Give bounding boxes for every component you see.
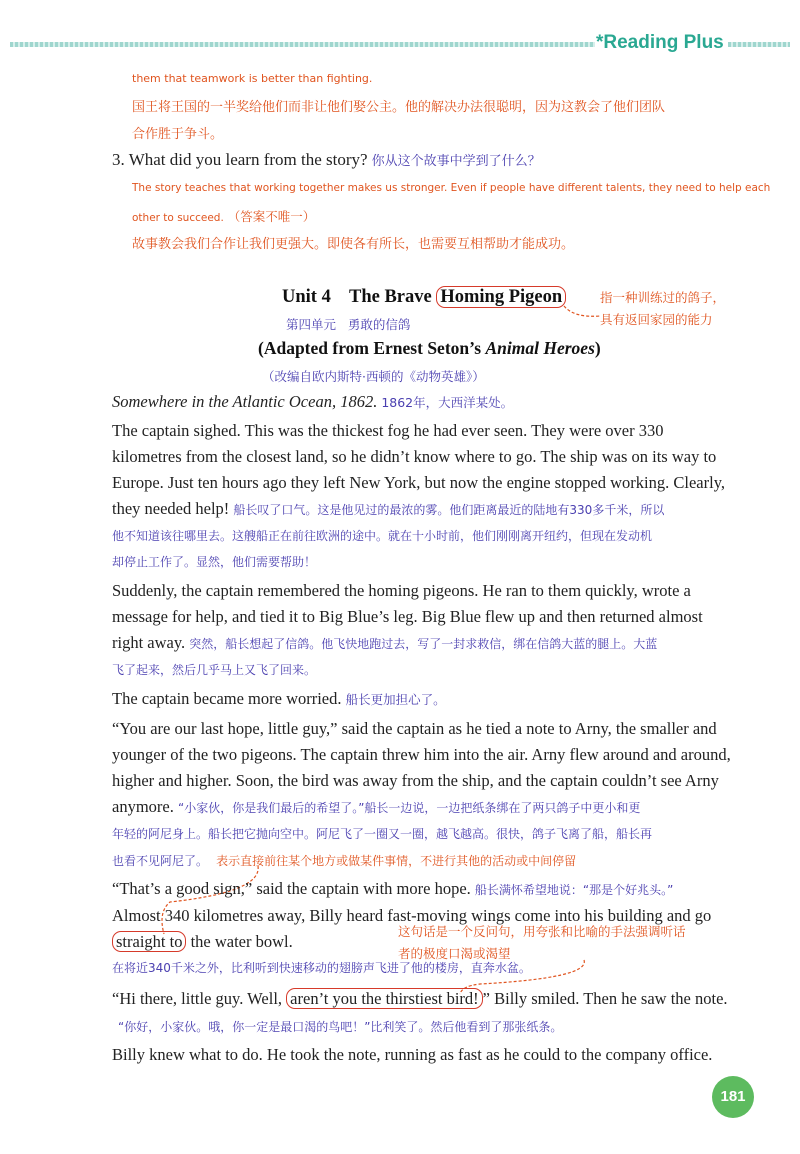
section-header: *Reading Plus	[596, 32, 724, 53]
p4-zh-2: 年轻的阿尼身上。船长把它抛向空中。阿尼飞了一圈又一圈，越飞越高。很快，鸽子飞离了船，船长再	[112, 827, 653, 841]
gloss-line-1: 指一种训练过的鸽子，	[600, 290, 726, 305]
p3-en: The captain became more worried.	[112, 689, 342, 708]
subtitle-zh: （改编自欧内斯特·西顿的《动物英雄》）	[262, 369, 485, 384]
p2-line-3	[112, 630, 732, 657]
paragraph-7	[112, 986, 732, 1040]
subtitle-text: (Adapted from Ernest Seton’s	[258, 338, 486, 358]
p1-line-4	[112, 496, 732, 523]
p5-en: “That’s a good sign,” said the captain with more hope.	[112, 879, 471, 898]
p7-head: “Hi there, little guy. Well,	[112, 989, 287, 1008]
unit-title-zh: 第四单元 勇敢的信鸽	[286, 317, 411, 332]
answer-zh-line-2: 合作胜于争斗。	[132, 127, 224, 142]
p1-line-1: The captain sighed. This was the thickest fog he had ever seen. They were over 330	[112, 421, 664, 440]
p1-line-3: Europe. Just ten hours ago they left New York, but now the engine stopped working. Clearly,	[112, 473, 725, 492]
unit-subtitle	[258, 338, 601, 359]
p7-circled: aren’t you the thirstiest bird!	[286, 988, 483, 1009]
p4-line-2: younger of the two pigeons. The captain threw him into the air. Arny flew around and around,	[112, 745, 731, 764]
unit-title	[282, 287, 566, 308]
answer-3-note: （答案不唯一）	[227, 209, 316, 224]
page-number: 181	[712, 1076, 754, 1118]
p4-line-4	[112, 794, 732, 821]
p2-line-2: message for help, and tied it to Big Blue’s leg. Big Blue flew up and then returned almost	[112, 607, 703, 626]
paragraph-2	[112, 578, 732, 683]
unit-title-circled: Homing Pigeon	[436, 286, 566, 308]
p7-tail: ” Billy smiled. Then he saw the note.	[482, 989, 728, 1008]
p4-zh-1: “小家伙，你是我们最后的希望了。”船长一边说，一边把纸条绑在了两只鸽子中更小和更	[177, 801, 641, 815]
unit-title-text: Unit 4 The Brave	[282, 287, 437, 307]
p8-en: Billy knew what to do. He took the note, running as fast as he could to the company office.	[112, 1045, 713, 1064]
p1-line-4-en: they needed help!	[112, 499, 230, 518]
p4-line-3: higher and higher. Soon, the bird was away from the ship, and the captain couldn’t see Arny	[112, 771, 719, 790]
p2-zh-1: 突然，船长想起了信鸽。他飞快地跑过去，写了一封求救信，绑在信鸽大蓝的腿上。大蓝	[189, 637, 658, 651]
paragraph-3	[112, 686, 732, 713]
header-rule	[10, 42, 595, 47]
answer-3-en-tail: other to succeed.	[132, 212, 224, 224]
p6-zh: 在将近340千米之外，比利听到快速移动的翅膀声飞进了他的楼房，直奔水盆。	[112, 961, 531, 975]
paragraph-1	[112, 418, 732, 575]
p1-zh-1: 船长叹了口气。这是他见过的最浓的雾。他们距离最近的陆地有330多千米，所以	[233, 503, 665, 517]
answer-zh-line-1: 国王将王国的一半奖给他们而非让他们娶公主。他的解决办法很聪明，因为这教会了他们团队	[132, 100, 666, 115]
question-3-zh: 你从这个故事中学到了什么？	[371, 154, 541, 169]
p4-zh-3: 也看不见阿尼了。	[112, 854, 209, 868]
p4-line-1: “You are our last hope, little guy,” said the captain as he tied a note to Arny, the smaller and	[112, 719, 717, 738]
p6-line-1: Almost 340 kilometres away, Billy heard fast-moving wings come into his building and go	[112, 906, 712, 925]
p3-zh: 船长更加担心了。	[345, 692, 446, 707]
p6-tail: the water bowl.	[186, 932, 293, 951]
p1-zh-2: 他不知道该往哪里去。这艘船正在前往欧洲的途中。就在十小时前，他们刚刚离开纽约，但现在发动机	[112, 529, 653, 543]
subtitle-close: )	[594, 338, 601, 358]
answer-3-zh: 故事教会我们合作让我们更强大。即使各有所长，也需要互相帮助才能成功。	[132, 237, 575, 252]
paragraph-6	[112, 903, 732, 981]
p2-line-3-en: right away.	[112, 633, 186, 652]
p4-line-4-en: anymore.	[112, 797, 174, 816]
p1-line-2: kilometres from the closest land, so he didn’t know where to go. The ship was on its way to	[112, 447, 717, 466]
p2-line-1: Suddenly, the captain remembered the homing pigeons. He ran to them quickly, wrote a	[112, 581, 691, 600]
answer-3-en-line-1: The story teaches that working together makes us stronger. Even if people have different talents, they need to help each	[132, 182, 771, 194]
story-setting	[112, 392, 513, 412]
paragraph-8	[112, 1042, 732, 1068]
note-straight-to: 表示直接前往某个地方或做某件事情，不进行其他的活动或中间停留	[216, 854, 577, 868]
p5-zh: 船长满怀希望地说：“那是个好兆头。”	[474, 883, 674, 897]
answer-en-tail: them that teamwork is better than fighting.	[132, 72, 373, 85]
story-setting-zh: 1862年，大西洋某处。	[381, 395, 514, 410]
question-3-en: 3. What did you learn from the story?	[112, 150, 368, 169]
subtitle-book: Animal Heroes	[485, 338, 595, 358]
paragraph-4	[112, 716, 732, 874]
header-rule-right	[728, 42, 790, 47]
note-rhetorical-1: 这句话是一个反问句，用夸张和比喻的手法强调听话	[398, 924, 686, 939]
p7-zh: “你好，小家伙。哦，你一定是最口渴的鸟吧！”比利笑了。然后他看到了那张纸条。	[118, 1020, 563, 1034]
story-setting-en: Somewhere in the Atlantic Ocean, 1862.	[112, 392, 378, 411]
p6-circled: straight to	[112, 931, 186, 952]
note-rhetorical-2: 者的极度口渴或渴望	[398, 946, 511, 961]
p1-zh-3: 却停止工作了。显然，他们需要帮助！	[112, 555, 317, 569]
p7-line-1	[112, 986, 732, 1012]
paragraph-5	[112, 876, 732, 903]
gloss-connector	[560, 300, 608, 322]
gloss-line-2: 具有返回家园的能力	[600, 312, 713, 327]
p2-zh-2: 飞了起来，然后几乎马上又飞了回来。	[112, 663, 317, 677]
question-3	[112, 150, 541, 170]
answer-3-en-line-2	[132, 207, 315, 226]
